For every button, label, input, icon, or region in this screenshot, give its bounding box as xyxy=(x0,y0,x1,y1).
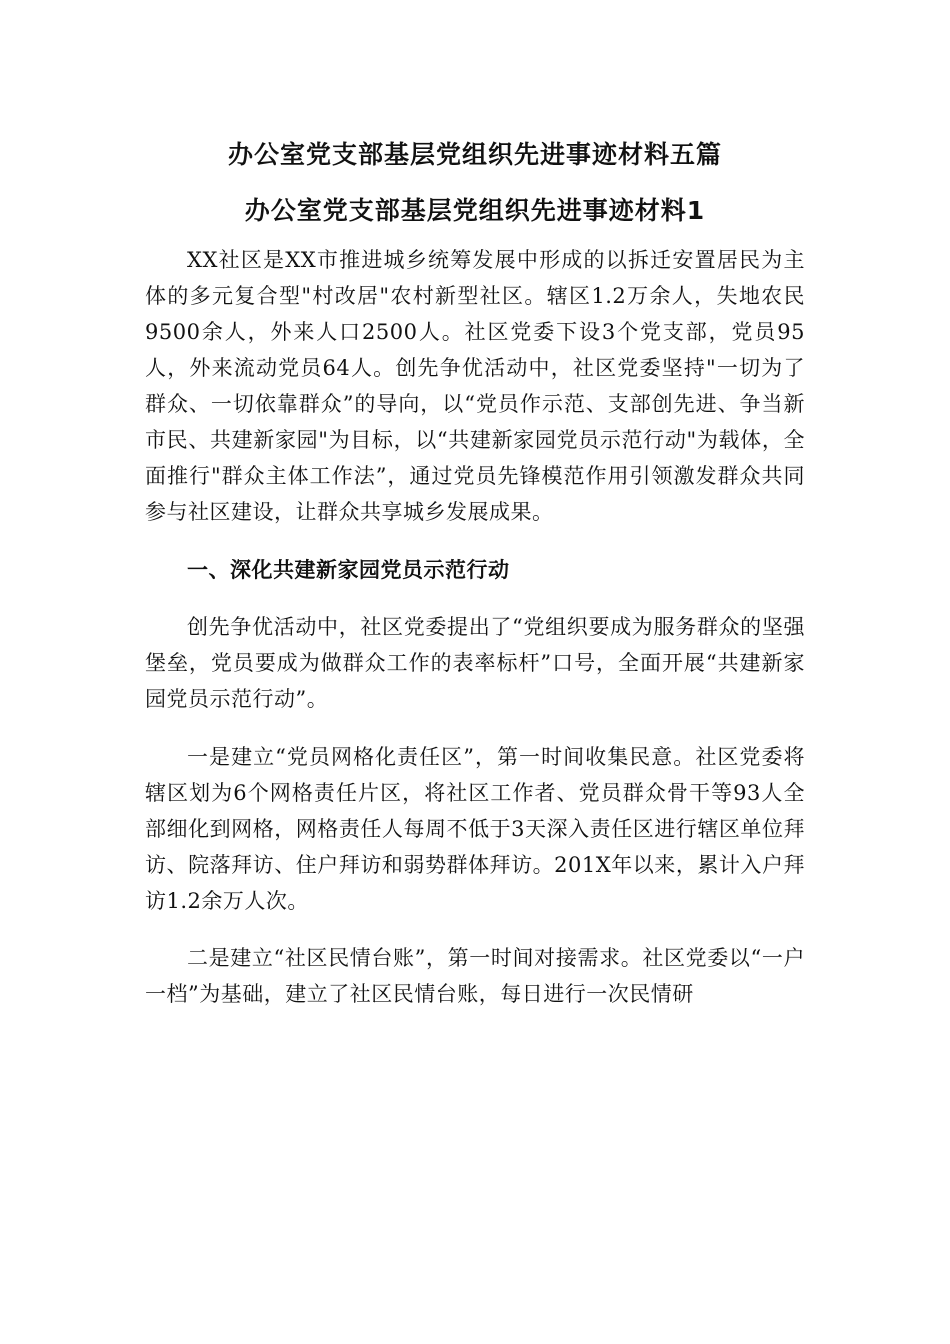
document-title: 办公室党支部基层党组织先进事迹材料五篇 xyxy=(227,140,722,169)
document-body xyxy=(145,242,805,1034)
paragraph-point-2: 二是建立“社区民情台账”，第一时间对接需求。社区党委以“一户一档”为基础，建立了社区民情台账，每日进行一次民情研 xyxy=(145,946,805,1006)
paragraph-section-1-intro: 创先争优活动中，社区党委提出了“党组织要成为服务群众的坚强堡垒，党员要成为做群众工作的表率标杆”口号，全面开展“共建新家园党员示范行动”。 xyxy=(145,615,805,711)
section-heading-1: 一、深化共建新家园党员示范行动 xyxy=(187,557,510,582)
document-subtitle: 办公室党支部基层党组织先进事迹材料1 xyxy=(244,196,706,225)
paragraph-point-1: 一是建立“党员网格化责任区”，第一时间收集民意。社区党委将辖区划为6个网格责任片区，将社区工作者、党员群众骨干等93人全部细化到网格，网格责任人每周不低于3天深入责任区进行辖区单位拜访、院落拜访、住户拜访和弱势群体拜访。201X年以来，累计入户拜访1.2余万人次。 xyxy=(145,744,805,913)
paragraph-intro: XX社区是XX市推进城乡统筹发展中形成的以拆迁安置居民为主体的多元复合型"村改居"农村新型社区。辖区1.2万余人，失地农民9500余人，外来人口2500人。社区党委下设3个党支部，党员95人，外来流动党员64人。创先争优活动中，社区党委坚持"一切为了群众、一切依靠群众”的导向，以“党员作示范、支部创先进、争当新市民、共建新家园"为目标，以“共建新家园党员示范行动"为载体，全面推行"群众主体工作法”，通过党员先锋模范作用引领激发群众共同参与社区建设，让群众共享城乡发展成果。 xyxy=(145,248,805,524)
